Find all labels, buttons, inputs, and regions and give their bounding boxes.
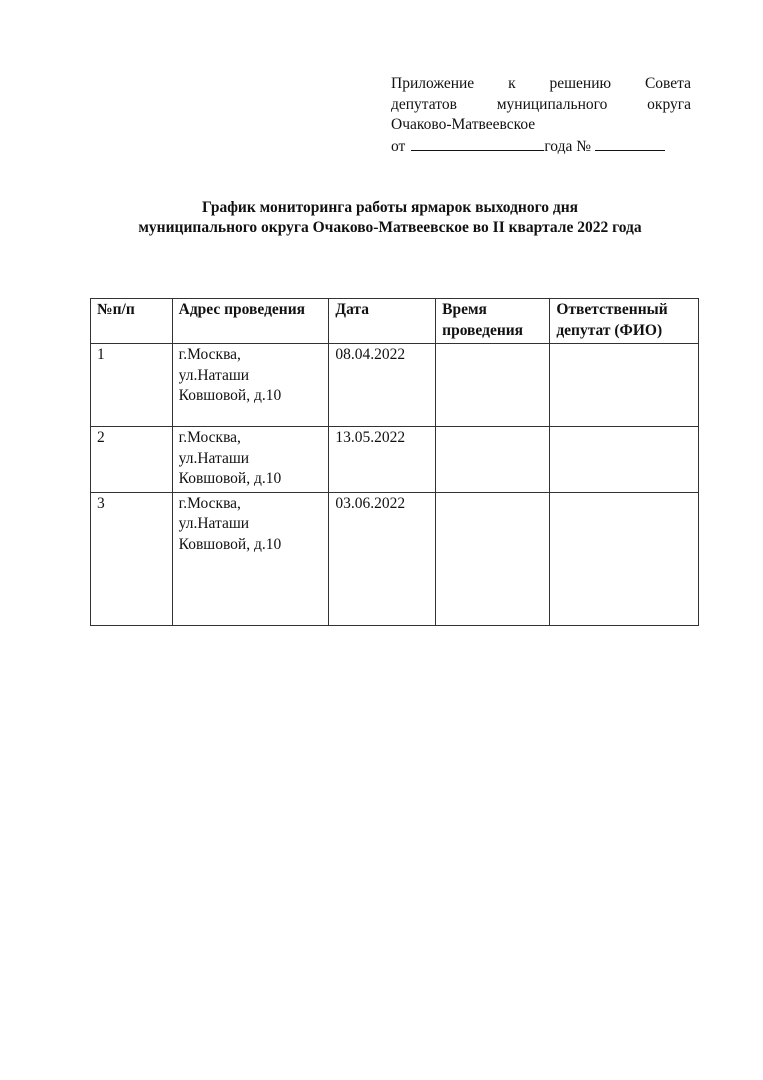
row-time	[436, 344, 550, 427]
row-deputy	[550, 427, 699, 493]
address-line: ул.Наташи	[178, 366, 250, 384]
title-line-2: муниципального округа Очаково-Матвеевское во II квартале 2022 года	[138, 219, 642, 236]
row-date: 08.04.2022	[329, 344, 436, 427]
title-line-1: График мониторинга работы ярмарок выходного дня	[201, 199, 579, 216]
row-num: 1	[91, 344, 173, 427]
address-line: Ковшовой, д.10	[178, 535, 282, 553]
header-time: Время проведения	[436, 299, 550, 344]
row-time	[436, 427, 550, 493]
address-line: г.Москва,	[178, 429, 241, 446]
row-num: 3	[91, 492, 173, 625]
document-title	[60, 198, 720, 238]
appendix-line-1: Приложение к решению Совета	[391, 75, 691, 92]
table-header-row	[91, 299, 699, 344]
row-date: 13.05.2022	[329, 427, 436, 493]
number-blank	[595, 136, 665, 151]
row-num: 2	[91, 427, 173, 493]
address-line: Ковшовой, д.10	[178, 387, 282, 404]
table-row	[91, 427, 699, 493]
row-address	[172, 344, 329, 427]
date-blank	[411, 136, 544, 151]
appendix-date-line	[391, 136, 691, 158]
address-line: ул.Наташи	[178, 449, 250, 467]
address-line: ул.Наташи	[178, 515, 250, 532]
row-deputy	[550, 492, 699, 625]
header-date: Дата	[329, 299, 436, 344]
address-line: Ковшовой, д.10	[178, 470, 282, 487]
row-date: 03.06.2022	[329, 492, 436, 625]
header-deputy: Ответственный депутат (ФИО)	[550, 299, 699, 344]
row-time	[436, 492, 550, 625]
row-deputy	[550, 344, 699, 427]
table-row	[91, 492, 699, 625]
row-address	[172, 492, 329, 625]
date-mid: года №	[544, 137, 592, 155]
date-prefix: от	[391, 137, 406, 155]
header-num: №п/п	[91, 299, 173, 344]
header-address: Адрес проведения	[172, 299, 329, 344]
schedule-table	[90, 298, 699, 626]
table-row	[91, 344, 699, 427]
appendix-note	[391, 74, 691, 157]
appendix-line-2: депутатов муниципального округа	[391, 95, 691, 113]
row-address	[172, 427, 329, 493]
address-line: г.Москва,	[178, 494, 241, 512]
address-line: г.Москва,	[178, 346, 241, 363]
appendix-line-3: Очаково-Матвеевское	[391, 116, 536, 133]
